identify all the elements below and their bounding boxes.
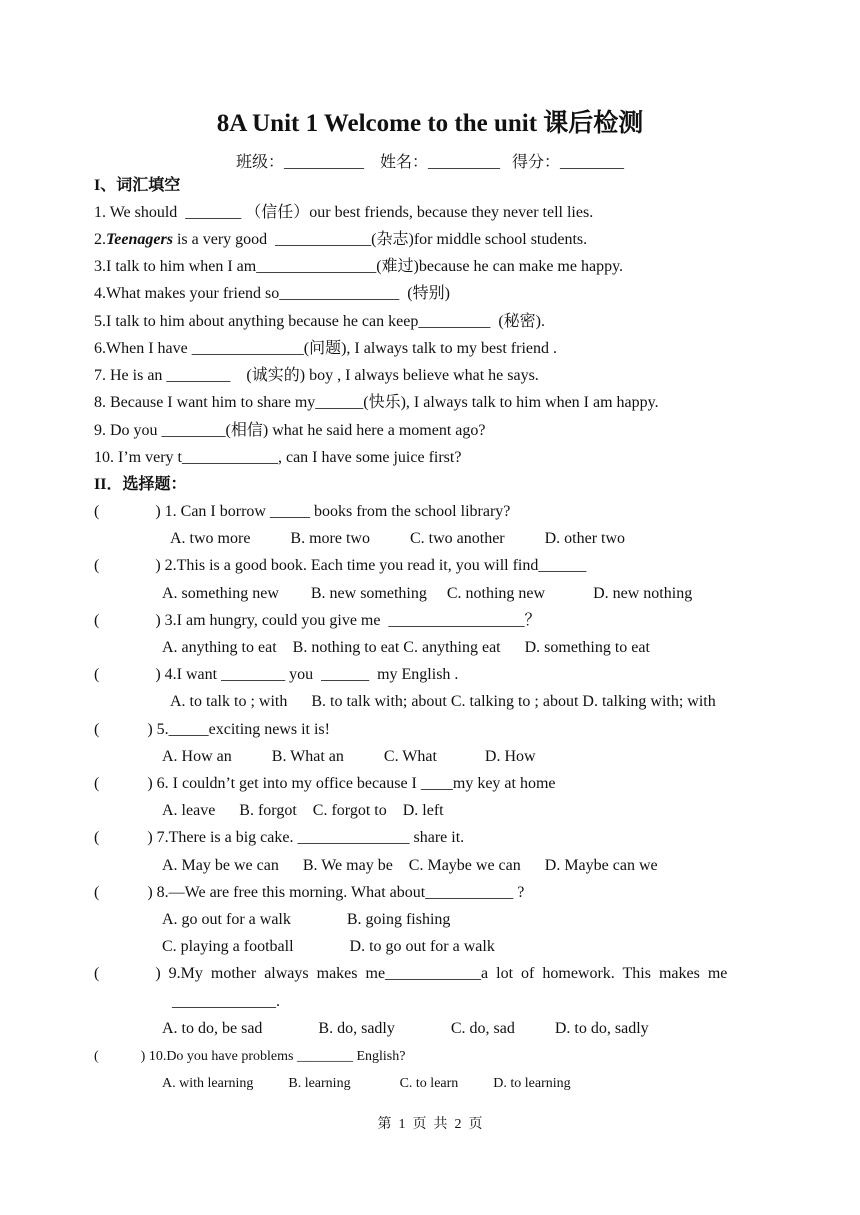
question-line: ( ) 2.This is a good book. Each time you read it, you will find______ (94, 557, 587, 574)
options-line: A. to do, be sad B. do, sadly C. do, sad D. to do, sadly (162, 1020, 649, 1037)
question-line: ( ) 7.There is a big cake. ______________ share it. (94, 829, 465, 846)
vocab-item: 7. He is an ________ (诚实的) boy , I always believe what he says. (94, 367, 539, 384)
vocab-item: 4.What makes your friend so_______________ (特别) (94, 285, 450, 302)
vocab-item: 8. Because I want him to share my______(快乐), I always talk to him when I am happy. (94, 394, 659, 411)
question-line: ( ) 6. I couldn’t get into my office because I ____my key at home (94, 775, 556, 792)
options-line: A. two more B. more two C. two another D. other two (170, 530, 626, 547)
question-line: ( ) 1. Can I borrow _____ books from the school library? (94, 503, 511, 520)
vocab-item: 6.When I have ______________(问题), I always talk to my best friend . (94, 340, 558, 357)
vocab-item: 9. Do you ________(相信) what he said here a moment ago? (94, 422, 486, 439)
vocab-item: 5.I talk to him about anything because he can keep_________ (秘密). (94, 313, 545, 330)
question-continuation: _____________. (172, 993, 280, 1010)
question-line: ( ) 5._____exciting news it is! (94, 721, 330, 738)
page-title: 8A Unit 1 Welcome to the unit 课后检测 (216, 110, 644, 137)
question-line: ( ) 9.My mother always makes me____________a lot of homework. This makes me (94, 965, 728, 982)
vocab-item: 2.Teenagers is a very good ____________(杂志)for middle school students. (94, 231, 588, 248)
student-info-line: 班级：__________ 姓名：_________ 得分：________ (235, 154, 624, 171)
options-line: A. leave B. forgot C. forgot to D. left (162, 802, 444, 819)
options-line: A. go out for a walk B. going fishing (162, 911, 451, 928)
vocab-item: 1. We should _______ （信任）our best friends, because they never tell lies. (94, 204, 594, 221)
question-line: ( ) 10.Do you have problems ________ English? (94, 1049, 406, 1064)
vocab-item: 10. I’m very t____________, can I have some juice first? (94, 449, 462, 466)
options-line: A. something new B. new something C. nothing new D. new nothing (162, 585, 693, 602)
options-line: A. How an B. What an C. What D. How (162, 748, 536, 765)
options-line: A. with learning B. learning C. to learn D. to learning (162, 1076, 571, 1091)
page-footer: 第 1 页 共 2 页 (377, 1117, 483, 1132)
options-line: A. to talk to ; with B. to talk with; about C. talking to ; about D. talking with; with (170, 693, 716, 710)
vocab-item: 3.I talk to him when I am_______________(难过)because he can make me happy. (94, 258, 624, 275)
question-line: ( ) 3.I am hungry, could you give me _________________？ (94, 612, 541, 629)
options-line: C. playing a football D. to go out for a walk (162, 938, 495, 955)
section-1-heading: I、词汇填空 (94, 177, 181, 194)
question-line: ( ) 8.—We are free this morning. What about___________ ? (94, 884, 525, 901)
options-line: A. anything to eat B. nothing to eat C. anything eat D. something to eat (162, 639, 650, 656)
question-line: ( ) 4.I want ________ you ______ my English . (94, 666, 459, 683)
section-2-heading: II．选择题： (94, 476, 187, 493)
options-line: A. May be we can B. We may be C. Maybe we can D. Maybe can we (162, 857, 658, 874)
